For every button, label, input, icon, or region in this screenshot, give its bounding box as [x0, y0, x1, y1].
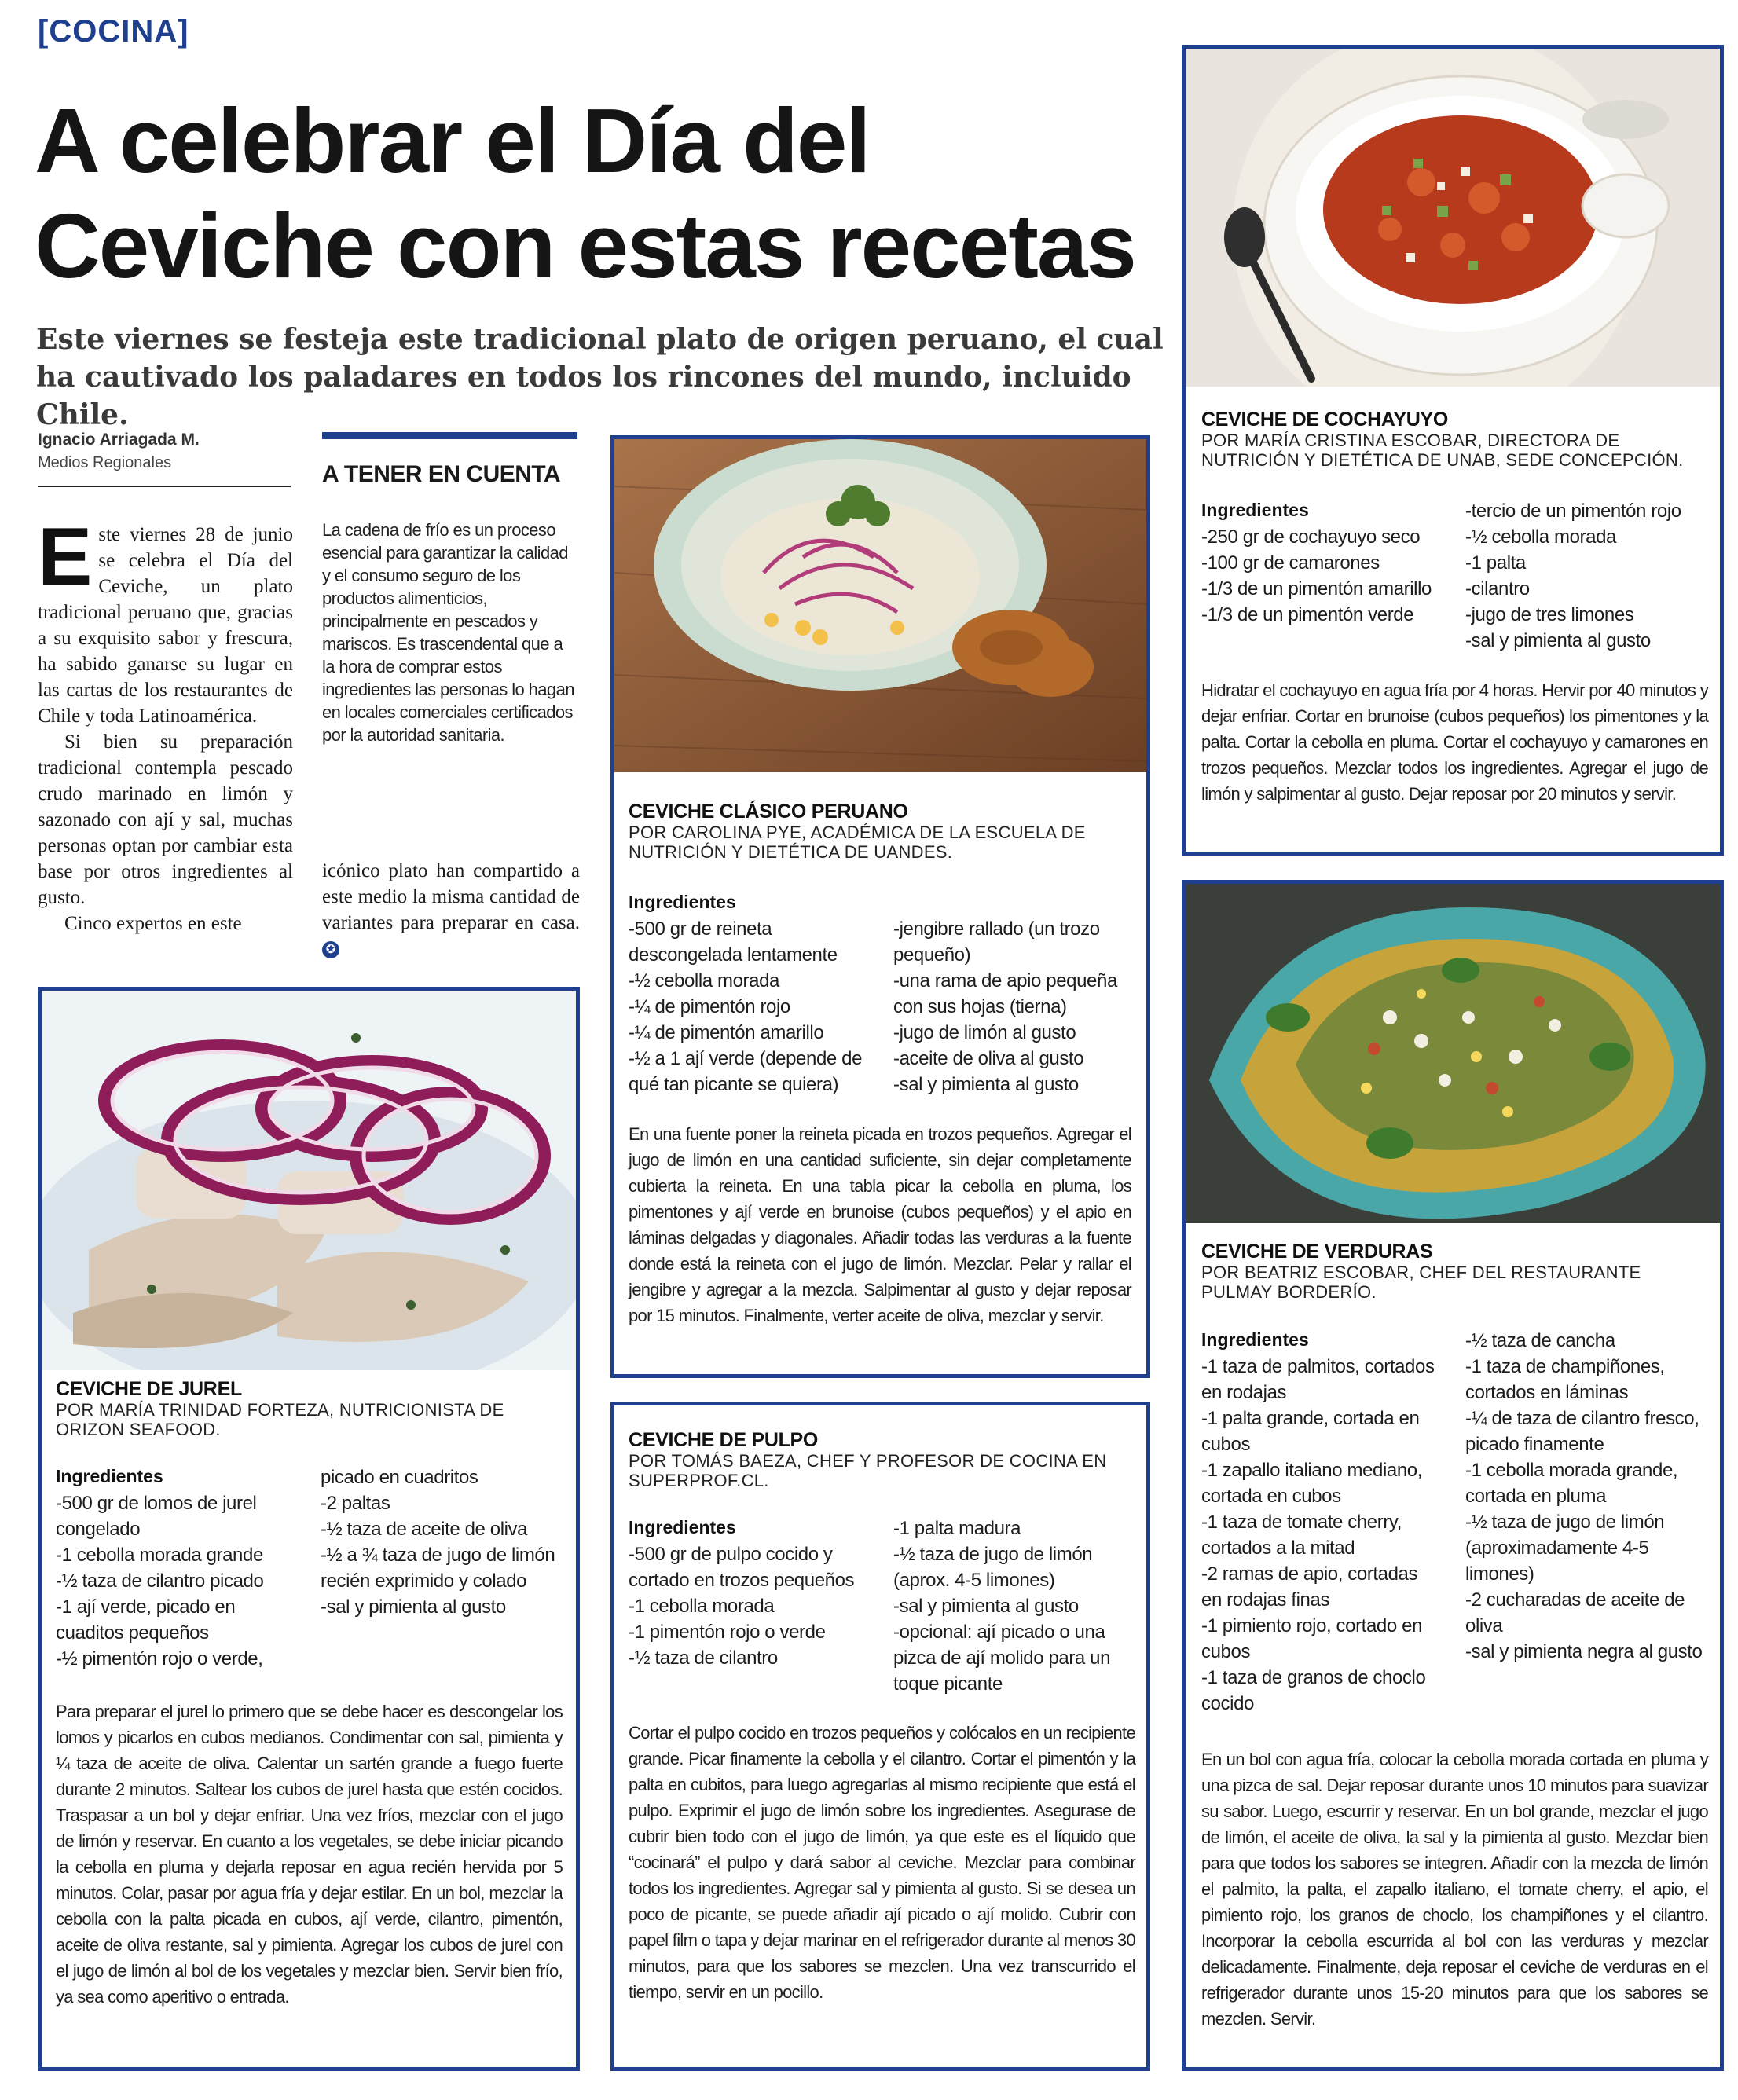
ingredient-item: -½ cebolla morada — [1465, 526, 1616, 548]
instructions-pulpo: Cortar el pulpo cocido en trozos pequeños y colócalos en un recipiente grande. Picar finamente la cebolla y el cilantro. Cortar el pimentón y la palta en cubitos, para luego agregarlas al mismo recipiente que está el pulpo. Exprimir el jugo de limón sobre los ingredientes. Asegurase de cubrir bien todo con el jugo de limón, ya que este es el líquido que “cocinará” el pulpo y dará sabor al ceviche. Mezclar para combinar todos los ingredientes. Agregar sal y pimienta al gusto. Si se desea un poco de picante, se puede añadir ají picado o ají molido. Cubrir con papel film o tapa y dejar marinar en el refrigerador durante al menos 30 minutos, para que los sabores se mezclen. Una vez transcurrido el tiempo, servir en un pocillo. — [629, 1723, 1135, 2002]
end-mark-icon: ✪ — [322, 941, 339, 958]
ingredient-item: -½ cebolla morada — [629, 970, 779, 991]
byline-author: Ignacio Arriagada M. — [38, 431, 200, 449]
ingredients-col1-cochayuyo — [1201, 524, 1441, 628]
instructions-cochayuyo: Hidratar el cochayuyo en agua fría por 4 horas. Hervir por 40 minutos y dejar enfriar. Cortar en brunoise (cubos pequeños) los pimentones y la palta. Cortar la cebolla en pluma. Cortar el cochayuyo y camarones en trozos pequeños. Mezclar todos los ingredientes. Agregar el jugo de limón y salpimentar al gusto. Dejar reposar por 20 minutos y servir. — [1201, 680, 1708, 804]
ingredient-item: -½ pimentón rojo o verde, — [56, 1648, 263, 1669]
article-paragraph-3: Cinco expertos en este — [64, 913, 242, 934]
ingredients-col1-verduras — [1201, 1354, 1437, 1717]
ingredient-item: -¼ de pimentón amarillo — [629, 1022, 824, 1043]
ingredient-item: -½ a 1 ají verde (depende de qué tan picante se quiera) — [629, 1048, 863, 1095]
headline: A celebrar el Día del Ceviche con estas recetas — [35, 90, 1135, 297]
ingredient-item: -1 cebolla morada grande — [56, 1545, 263, 1566]
ingredients-col1-pulpo — [629, 1541, 864, 1671]
recipe-card-clasico — [610, 435, 1150, 1378]
ingredient-item: -aceite de oliva al gusto — [893, 1048, 1084, 1069]
ingredient-item: -500 gr de pulpo cocido y cortado en trozos pequeños — [629, 1544, 855, 1591]
photo-ceviche-cochayuyo — [1186, 49, 1720, 387]
subheadline: Este viernes se festeja este tradicional plato de origen peruano, el cual ha cautivado los paladares en todos los rincones del mundo, incluido Chile. — [36, 323, 1164, 431]
ingredient-item: -1 zapallo italiano mediano, cortada en cubos — [1201, 1460, 1422, 1507]
section-label: COCINA — [49, 14, 178, 49]
recipe-title-cochayuyo: CEVICHE DE COCHAYUYO — [1201, 409, 1448, 431]
instructions-clasico: En una fuente poner la reineta picada en trozos pequeños. Agregar el jugo de limón en una cantidad suficiente, sin dejar completamente cubierta la reineta. En una tabla picar la cebolla en pluma, los pimentones y ají verde en brunoise (cubos pequeños) y el apio en láminas delgadas y diagonales. Añadir todas las verduras a la fuente donde está la reineta con el jugo de limón. Mezclar. Pelar y rallar el jengibre y agregar a la mezcla. Salpimentar al gusto y dejar reposar por 15 minutos. Finalmente, verter aceite de oliva, mezclar y servir. — [629, 1124, 1131, 1325]
recipe-title-verduras: CEVICHE DE VERDURAS — [1201, 1241, 1433, 1263]
ingredient-item: -1/3 de un pimentón verde — [1201, 604, 1414, 625]
article-paragraph-3-cont: icónico plato han compartido a este medio la misma cantidad de variantes para preparar en casa. — [322, 860, 580, 933]
ingredients-title-clasico: Ingredientes — [629, 892, 736, 912]
ingredient-item: picado en cuadritos — [321, 1467, 478, 1488]
section-tag: [COCINA] — [38, 14, 189, 49]
ingredient-item: -sal y pimienta al gusto — [893, 1596, 1079, 1617]
recipe-author-pulpo: POR TOMÁS BAEZA, CHEF Y PROFESOR DE COCINA EN SUPERPROF.CL. — [629, 1451, 1107, 1490]
byline-divider — [38, 486, 291, 487]
ingredient-item: -tercio de un pimentón rojo — [1465, 500, 1681, 522]
ingredient-item: -100 gr de camarones — [1201, 552, 1380, 574]
ingredient-item: -1 palta madura — [893, 1518, 1021, 1539]
dropcap: E — [38, 511, 93, 603]
ingredients-col1-jurel — [56, 1490, 295, 1672]
ingredient-item: -1 pimiento rojo, cortado en cubos — [1201, 1615, 1422, 1662]
ingredients-col2-pulpo — [893, 1515, 1137, 1697]
recipe-title-jurel: CEVICHE DE JUREL — [56, 1378, 242, 1400]
article-body — [38, 511, 293, 936]
ingredient-item: -opcional: ají picado o una pizca de ají molido para un toque picante — [893, 1622, 1111, 1695]
ingredient-item: -cilantro — [1465, 578, 1530, 599]
ingredient-item: -jugo de tres limones — [1465, 604, 1634, 625]
ingredient-item: -1 taza de tomate cherry, cortados a la mitad — [1201, 1512, 1402, 1559]
ingredient-item: -1 palta grande, cortada en cubos — [1201, 1408, 1420, 1455]
ingredients-title-verduras: Ingredientes — [1201, 1329, 1309, 1350]
ingredient-item: -500 gr de reineta descongelada lentamente — [629, 918, 838, 966]
article-continuation — [322, 858, 580, 962]
aside-text: La cadena de frío es un proceso esencial para garantizar la calidad y el consumo seguro de los productos alimenticios, principalmente en pescados y mariscos. Es trascendental que a la hora de comprar estos ingredientes las personas lo hagan en locales comerciales certificados por la autoridad sanitaria. — [322, 520, 574, 745]
ingredient-item: -jugo de limón al gusto — [893, 1022, 1076, 1043]
ingredient-item: -¼ de pimentón rojo — [629, 996, 790, 1017]
recipe-author-clasico: POR CAROLINA PYE, ACADÉMICA DE LA ESCUELA DE NUTRICIÓN Y DIETÉTICA DE UANDES. — [629, 823, 1086, 862]
ingredient-item: -½ taza de cancha — [1465, 1330, 1615, 1351]
ingredient-item: -2 paltas — [321, 1493, 390, 1514]
aside-bar — [322, 432, 578, 439]
ingredient-item: -2 cucharadas de aceite de oliva — [1465, 1589, 1685, 1636]
ingredient-item: -sal y pimienta al gusto — [321, 1596, 506, 1618]
recipe-title-clasico: CEVICHE CLÁSICO PERUANO — [629, 801, 908, 823]
article-paragraph-2: Si bien su preparación tradicional contempla pescado crudo marinado en limón y sazonado con ají y sal, muchas personas optan por cambiar esta base por otros ingredientes al gusto. — [38, 731, 293, 908]
ingredient-item: -sal y pimienta negra al gusto — [1465, 1641, 1703, 1662]
recipe-card-verduras — [1182, 880, 1724, 2071]
photo-ceviche-clasico — [614, 439, 1146, 772]
ingredients-col2-clasico — [893, 890, 1129, 1098]
aside-title: A TENER EN CUENTA — [322, 461, 561, 487]
ingredients-title-jurel: Ingredientes — [56, 1466, 163, 1486]
ingredient-item: -1 pimentón rojo o verde — [629, 1622, 826, 1643]
ingredient-item: -1 ají verde, picado en cuaditos pequeños — [56, 1596, 236, 1644]
ingredient-item: -½ taza de aceite de oliva — [321, 1519, 528, 1540]
photo-ceviche-jurel — [42, 991, 576, 1370]
recipe-card-pulpo — [610, 1402, 1150, 2071]
ingredient-item: -250 gr de cochayuyo seco — [1201, 526, 1421, 548]
ingredient-item: -½ a ¾ taza de jugo de limón recién exprimido y colado — [321, 1545, 556, 1592]
ingredient-item: -1 taza de champiñones, cortados en láminas — [1465, 1356, 1665, 1403]
recipe-title-pulpo: CEVICHE DE PULPO — [629, 1429, 819, 1451]
ingredients-title-cochayuyo: Ingredientes — [1201, 500, 1309, 520]
ingredient-item: -1 palta — [1465, 552, 1526, 574]
ingredient-item: -½ taza de jugo de limón (aprox. 4-5 limones) — [893, 1544, 1093, 1591]
ingredients-col2-jurel — [321, 1464, 556, 1620]
recipe-author-verduras: POR BEATRIZ ESCOBAR, CHEF DEL RESTAURANTE PULMAY BORDERÍO. — [1201, 1263, 1641, 1302]
ingredient-item: -jengibre rallado (un trozo pequeño) — [893, 918, 1100, 966]
article-paragraph-1: ste viernes 28 de junio se celebra el Día del Ceviche, un plato tradicional peruano que, gracias a su exquisito sabor y frescura, ha sabido ganarse su lugar en las cartas de los restaurantes de Chile y toda Latinoamérica. — [38, 524, 293, 727]
photo-ceviche-verduras — [1186, 884, 1720, 1223]
ingredient-item: -1/3 de un pimentón amarillo — [1201, 578, 1432, 599]
ingredient-item: -1 cebolla morada — [629, 1596, 775, 1617]
ingredients-title-pulpo: Ingredientes — [629, 1517, 736, 1537]
recipe-card-jurel — [38, 987, 580, 2071]
ingredient-item: -½ taza de cilantro picado — [56, 1570, 264, 1592]
ingredients-col2-cochayuyo — [1465, 498, 1717, 654]
ingredient-item: -sal y pimienta al gusto — [893, 1074, 1079, 1095]
recipe-author-jurel: POR MARÍA TRINIDAD FORTEZA, NUTRICIONISTA DE ORIZON SEAFOOD. — [56, 1400, 504, 1439]
ingredient-item: -1 taza de granos de choclo cocido — [1201, 1667, 1426, 1714]
ingredient-item: -2 ramas de apio, cortadas en rodajas finas — [1201, 1563, 1418, 1611]
recipe-author-cochayuyo: POR MARÍA CRISTINA ESCOBAR, DIRECTORA DE NUTRICIÓN Y DIETÉTICA DE UNAB, SEDE CONCEPCIÓN. — [1201, 431, 1684, 470]
ingredient-item: -½ taza de jugo de limón (aproximadamente 4-5 limones) — [1465, 1512, 1665, 1585]
ingredient-item: -1 cebolla morada grande, cortada en pluma — [1465, 1460, 1678, 1507]
ingredient-item: -½ taza de cilantro — [629, 1647, 778, 1669]
ingredients-col1-clasico — [629, 916, 864, 1098]
byline-organization: Medios Regionales — [38, 454, 172, 471]
ingredient-item: -500 gr de lomos de jurel congelado — [56, 1493, 257, 1540]
instructions-verduras: En un bol con agua fría, colocar la cebolla morada cortada en pluma y una pizca de sal. Dejar reposar durante unos 10 minutos para suavizar su sabor. Luego, escurrir y reservar. En un bol grande, mezclar el jugo de limón, el aceite de oliva, la sal y la pimienta al gusto. Mezclar bien para que todos los sabores se integren. Añadir con la mezcla de limón el palmito, la palta, el zapallo italiano, el tomate cherry, el apio, el pimiento rojo, los granos de choclo, los champiñones y el cilantro. Incorporar la cebolla escurrida al bol con las verduras y mezclar delicadamente. Finalmente, deja reposar el ceviche de verduras en el refrigerador durante unos 15-20 minutos para que los sabores se mezclen. Servir. — [1201, 1750, 1708, 2029]
ingredient-item: -sal y pimienta al gusto — [1465, 630, 1651, 651]
ingredient-item: -una rama de apio pequeña con sus hojas (tierna) — [893, 970, 1117, 1017]
instructions-jurel: Para preparar el jurel lo primero que se debe hacer es descongelar los lomos y picarlos en cubos medianos. Condimentar con sal, pimienta y ¼ taza de aceite de oliva. Calentar un sartén grande a fuego fuerte durante 2 minutos. Saltear los cubos de jurel hasta que estén cocidos. Traspasar a un bol y dejar enfriar. Una vez fríos, mezclar con el jugo de limón y reservar. En cuanto a los vegetales, se debe iniciar picando la cebolla en pluma y dejarla reposar en agua recién hervida por 5 minutos. Colar, pasar por agua fría y dejar estilar. En un bol, mezclar la cebolla con la palta picada en cubos, ají verde, cilantro, pimentón, aceite de oliva restante, sal y pimienta. Agregar los cubos de jurel con el jugo de limón al bol de los vegetales y mezclar bien. Servir bien frío, ya sea como aperitivo o entrada. — [56, 1702, 563, 2007]
ingredients-col2-verduras — [1465, 1328, 1709, 1665]
ingredient-item: -1 taza de palmitos, cortados en rodajas — [1201, 1356, 1435, 1403]
ingredient-item: -¼ de taza de cilantro fresco, picado finamente — [1465, 1408, 1700, 1455]
recipe-card-cochayuyo — [1182, 45, 1724, 856]
